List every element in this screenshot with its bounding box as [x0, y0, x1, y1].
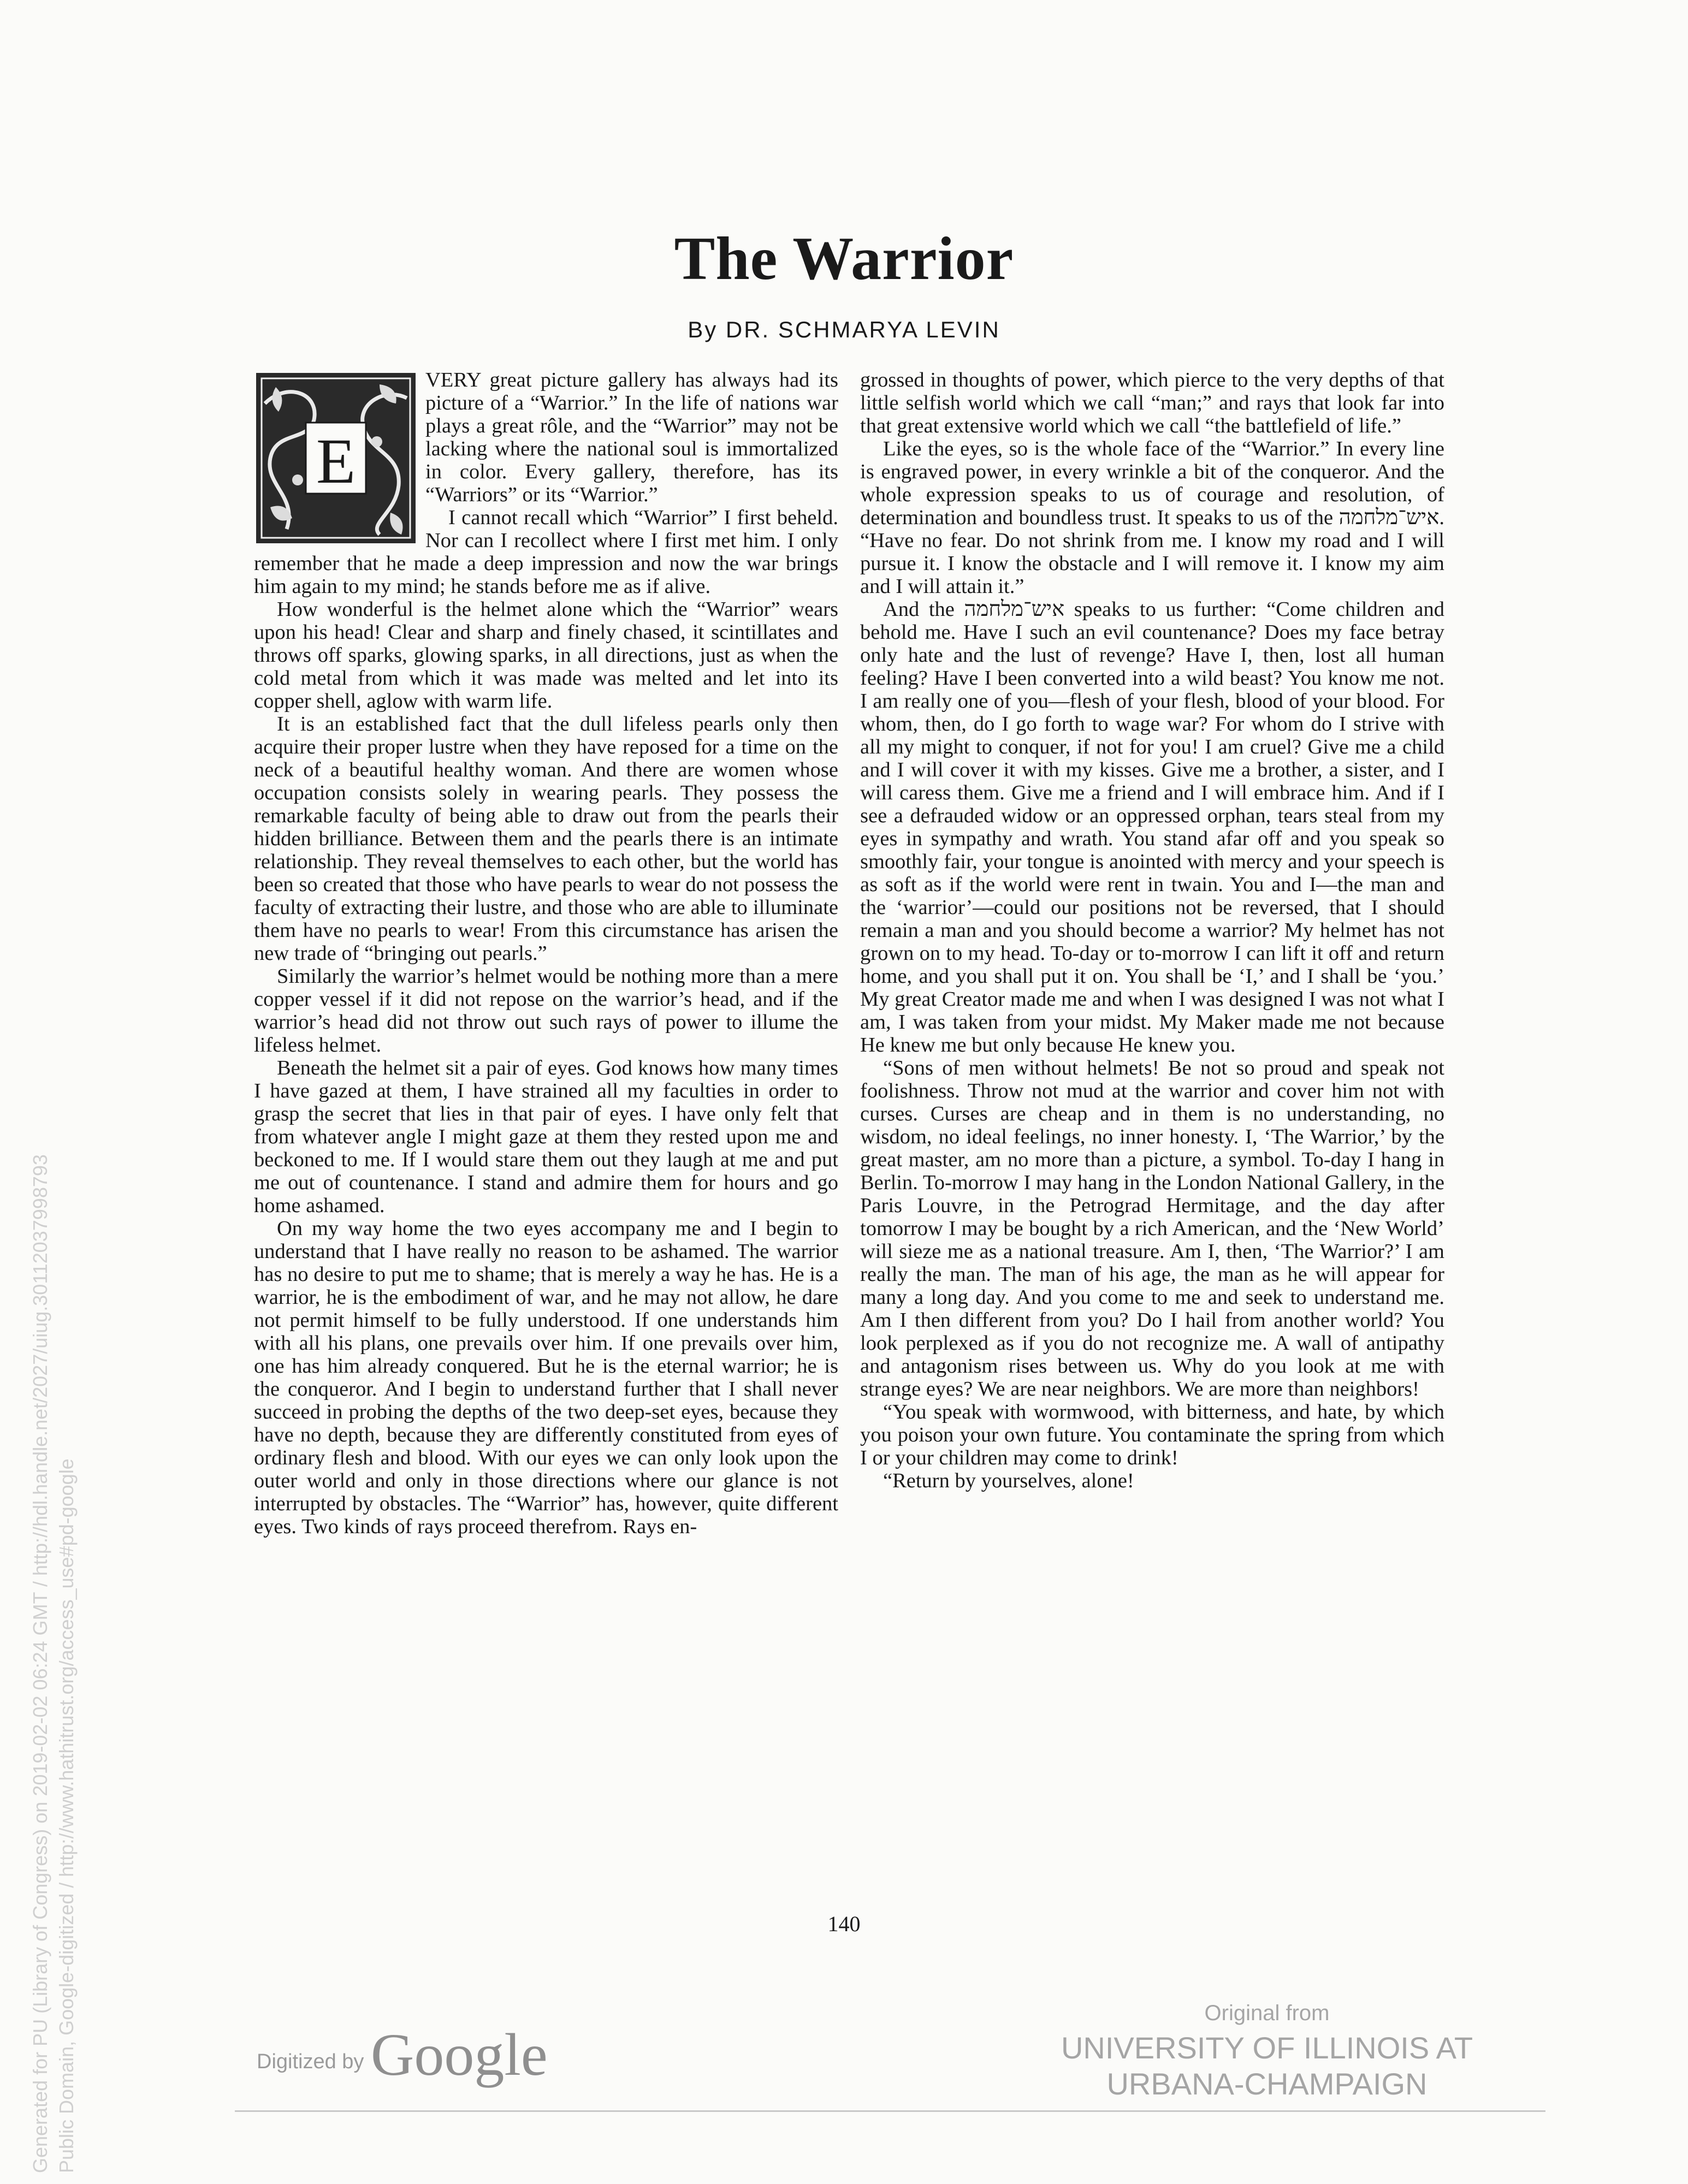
side-stamp-line-2: Public Domain, Google-digitized / http://www.hathitrust.org/access_use#pd-google — [55, 1458, 78, 2173]
decorative-initial — [254, 371, 418, 545]
paragraph: On my way home the two eyes accompany me and I begin to understand that I have really no reason to be ashamed. The warrior has no desire to put me to shame; that is merely a way he has. He is a warrior, he is the embodiment of war, and he may not allow, he dare not permit himself to be fully understood. If one understands him with all his plans, one prevails over him. If one prevails over him, one has him already conquered. But he is the eternal warrior; he is the conqueror. And I begin to understand further that I shall never succeed in probing the depths of the two deep-set eyes, because they have no depth, because they are differently constituted from eyes of ordinary flesh and blood. With our eyes we can only look upon the outer world and only in those directions where our glance is not interrupted by obstacles. The “Warrior” has, however, quite different eyes. Two kinds of rays proceed therefrom. Rays en- — [254, 1217, 838, 1538]
page-number: 140 — [827, 1912, 861, 1936]
paragraph: How wonderful is the helmet alone which the “Warrior” wears upon his head! Clear and sharp and finely chased, it scintillates and throws off sparks, glowing sparks, in all directions, just as when the cold metal from which it was made was melted and let into its copper shell, aglow with warm life. — [254, 598, 838, 713]
paragraph: “Return by yourselves, alone! — [883, 1469, 1134, 1492]
paragraph: Like the eyes, so is the whole face of the “Warrior.” In every line is engraved power, in every wrinkle a bit of the conqueror. And the whole expression speaks to us of courage and resolution, of determination and boundless trust. It speaks to us of the איש־מלחמה. “Have no fear. Do not shrink from me. I know my road and I will pursue it. I know the obstacle and I will remove it. I know my aim and I will attain it.” — [860, 437, 1444, 598]
initial-letter: E — [316, 425, 356, 497]
right-column — [860, 369, 1444, 1876]
digitized-label: Digitized by — [257, 2050, 364, 2073]
original-from-label: Original from — [1204, 2001, 1330, 2025]
paragraph: I cannot recall which “Warrior” I first beheld. Nor can I recollect where I first met him. I only remember that he made a deep impression and now the war brings him again to my mind; he stands before me as if alive. — [254, 506, 838, 598]
byline: By DR. SCHMARYA LEVIN — [688, 317, 1000, 342]
paragraph: grossed in thoughts of power, which pierce to the very depths of that little selfish world which we call “man;” and rays that look far into that great extensive world which we call “the battlefield of life.” — [860, 369, 1444, 437]
institution-line-2: URBANA-CHAMPAIGN — [1106, 2067, 1428, 2101]
paragraph: “You speak with wormwood, with bitterness, and hate, by which you poison your own future. You contaminate the spring from which I or your children may come to drink! — [860, 1400, 1444, 1469]
paragraph: “Sons of men without helmets! Be not so proud and speak not foolishness. Throw not mud at the warrior and cover him not with curses. Curses are cheap and in them is no understanding, no wisdom, no ideal feelings, no inner honesty. I, ‘The Warrior,’ by the great master, am no more than a picture, a symbol. To-day I hang in Berlin. To-morrow I may hang in the London National Gallery, in the Paris Louvre, in the Petrograd Hermitage, and the day after tomorrow I may be bought by a rich American, and the ‘New World’ will sieze me as a national treasure. Am I, then, ‘The Warrior?’ I am really the man. The man of his age, the man as he will appear for many a long day. And you come to me and seek to understand me. Am I then different from you? Do I hail from another world? You look perplexed as if you do not recognize me. A wall of antipathy and antagonism rises between us. Why do you look at me with strange eyes? We are near neighbors. We are more than neighbors! — [860, 1057, 1444, 1400]
left-column — [254, 369, 838, 1876]
institution-line-1: UNIVERSITY OF ILLINOIS AT — [1061, 2031, 1473, 2065]
article-title: The Warrior — [674, 225, 1014, 293]
digitized-by-watermark — [257, 2020, 548, 2090]
side-stamp-line-1: Generated for PU (Library of Congress) on 2019-02-02 06:24 GMT / http://hdl.handle.net/2027/uiug.30112037998793 — [29, 1154, 51, 2173]
paragraph: And the איש־מלחמה speaks to us further: “Come children and behold me. Have I such an evil countenance? Does my face betray only hate and the lust of revenge? Have I, then, lost all human feeling? Have I been converted into a wild beast? You know me not. I am really one of you—flesh of your flesh, blood of your blood. For whom, then, do I go forth to wage war? For whom do I strive with all my might to conquer, if not for you! I am cruel? Give me a child and I will cover it with my kisses. Give me a brother, a sister, and I will caress them. Give me a friend and I will embrace him. And if I see a defrauded widow or an oppressed orphan, tears steal from my eyes in sympathy and wrath. You stand afar off and you speak so smoothly fair, your tongue is anointed with mercy and your speech is as soft as if the world were rent in twain. You and I—the man and the ‘warrior’—could our positions not be reversed, that I should remain a man and you should become a warrior? My helmet has not grown on to my head. To-day or to-morrow I can lift it off and return home, and you shall put it on. You shall be ‘I,’ and I shall be ‘you.’ My great Creator made me and when I was designed I was not what I am, I was taken from your midst. My Maker made me not because He knew me but only because He knew you. — [860, 598, 1444, 1057]
scan-edge-divider — [235, 2110, 1545, 2112]
hathitrust-side-stamp — [27, 808, 80, 2173]
paragraph: It is an established fact that the dull lifeless pearls only then acquire their proper lustre when they have reposed for a time on the neck of a beautiful healthy woman. And there are women whose occupation consists solely in wearing pearls. They possess the remarkable faculty of being able to draw out from the pearls their hidden brilliance. Between them and the pearls there is an intimate relationship. They reveal themselves to each other, but the world has been so created that those who have pearls to wear do not possess the faculty of extracting their lustre, and those who are able to illuminate them have no pearls to wear! From this circumstance has arisen the new trade of “bringing out pearls.” — [254, 713, 838, 965]
paragraph: Beneath the helmet sit a pair of eyes. God knows how many times I have gazed at them, I have strained all my faculties in order to grasp the secret that lies in that pair of eyes. I have only felt that from whatever angle I might gaze at them they rested upon me and beckoned to me. If I would stare them out they laugh at me and put me out of countenance. I stand and admire them for hours and go home ashamed. — [254, 1057, 838, 1217]
google-logo: Google — [370, 2021, 548, 2088]
ornamental-initial-icon — [254, 371, 418, 545]
paragraph: Similarly the warrior’s helmet would be nothing more than a mere copper vessel if it did not repose on the warrior’s head, and if the warrior’s head did not throw out such rays of power to illume the lifeless helmet. — [254, 965, 838, 1057]
original-from-watermark — [1059, 2001, 1474, 2102]
paragraph: VERY great picture gallery has always had its picture of a “Warrior.” In the life of nations war plays a great rôle, and the “Warrior” may not be lacking where the national soul is immortalized in color. Every gallery, therefore, has its “Warriors” or its “Warrior.” — [425, 369, 838, 506]
